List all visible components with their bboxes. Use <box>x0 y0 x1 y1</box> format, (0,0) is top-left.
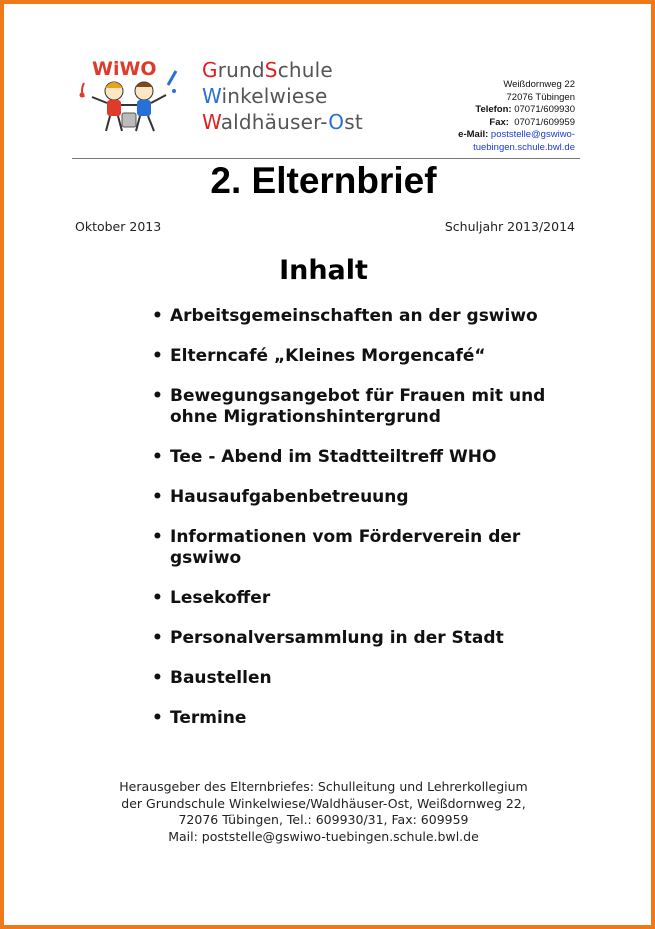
toc-heading: Inhalt <box>279 255 368 286</box>
table-of-contents <box>152 306 592 748</box>
toc-item: • Arbeitsgemeinschaften an der gswiwo <box>152 306 592 327</box>
school-year: Schuljahr 2013/2014 <box>444 219 575 234</box>
footer-line: Herausgeber des Elternbriefes: Schulleitung und Lehrerkollegium <box>119 779 528 794</box>
school-name-line-1: GrundSchule <box>202 58 333 82</box>
school-name <box>202 57 363 135</box>
document-title: 2. Elternbrief <box>210 160 437 201</box>
toc-item: • Elterncafé „Kleines Morgencafé“ <box>152 346 592 367</box>
toc-item: • Baustellen <box>152 668 592 689</box>
address-phone: Telefon: 07071/609930 <box>475 104 575 116</box>
address-fax: Fax: 07071/609959 <box>489 116 575 128</box>
email-link-continued[interactable]: tuebingen.schule.bwl.de <box>473 141 575 153</box>
address-city: 72076 Tübingen <box>506 91 575 103</box>
toc-item: • Hausaufgabenbetreuung <box>152 487 592 508</box>
logo-text: WiWO <box>92 58 157 80</box>
toc-item: • Tee - Abend im Stadtteiltreff WHO <box>152 447 592 468</box>
school-name-line-3: Waldhäuser-Ost <box>202 110 363 134</box>
toc-item: • Bewegungsangebot für Frauen mit und ohne Migrationshintergrund <box>152 386 592 428</box>
publisher-footer <box>0 779 647 845</box>
issue-date: Oktober 2013 <box>75 219 162 234</box>
email-link[interactable]: poststelle@gswiwo- <box>490 129 575 141</box>
toc-item: • Termine <box>152 708 592 729</box>
footer-line: Mail: poststelle@gswiwo-tuebingen.schule.bwl.de <box>168 828 479 844</box>
school-logo <box>78 55 182 135</box>
footer-line: der Grundschule Winkelwiese/Waldhäuser-Ost, Weißdornweg 22, <box>121 795 526 811</box>
school-address <box>458 79 575 155</box>
toc-item: • Informationen vom Förderverein der gswiwo <box>152 527 592 569</box>
address-email: e-Mail: poststelle@gswiwo- <box>458 129 575 141</box>
footer-line: 72076 Tübingen, Tel.: 609930/31, Fax: 609959 <box>178 812 469 827</box>
address-street: Weißdornweg 22 <box>503 79 575 90</box>
toc-item: • Lesekoffer <box>152 588 592 609</box>
school-name-line-2: Winkelwiese <box>202 84 328 108</box>
toc-item: • Personalversammlung in der Stadt <box>152 628 592 649</box>
